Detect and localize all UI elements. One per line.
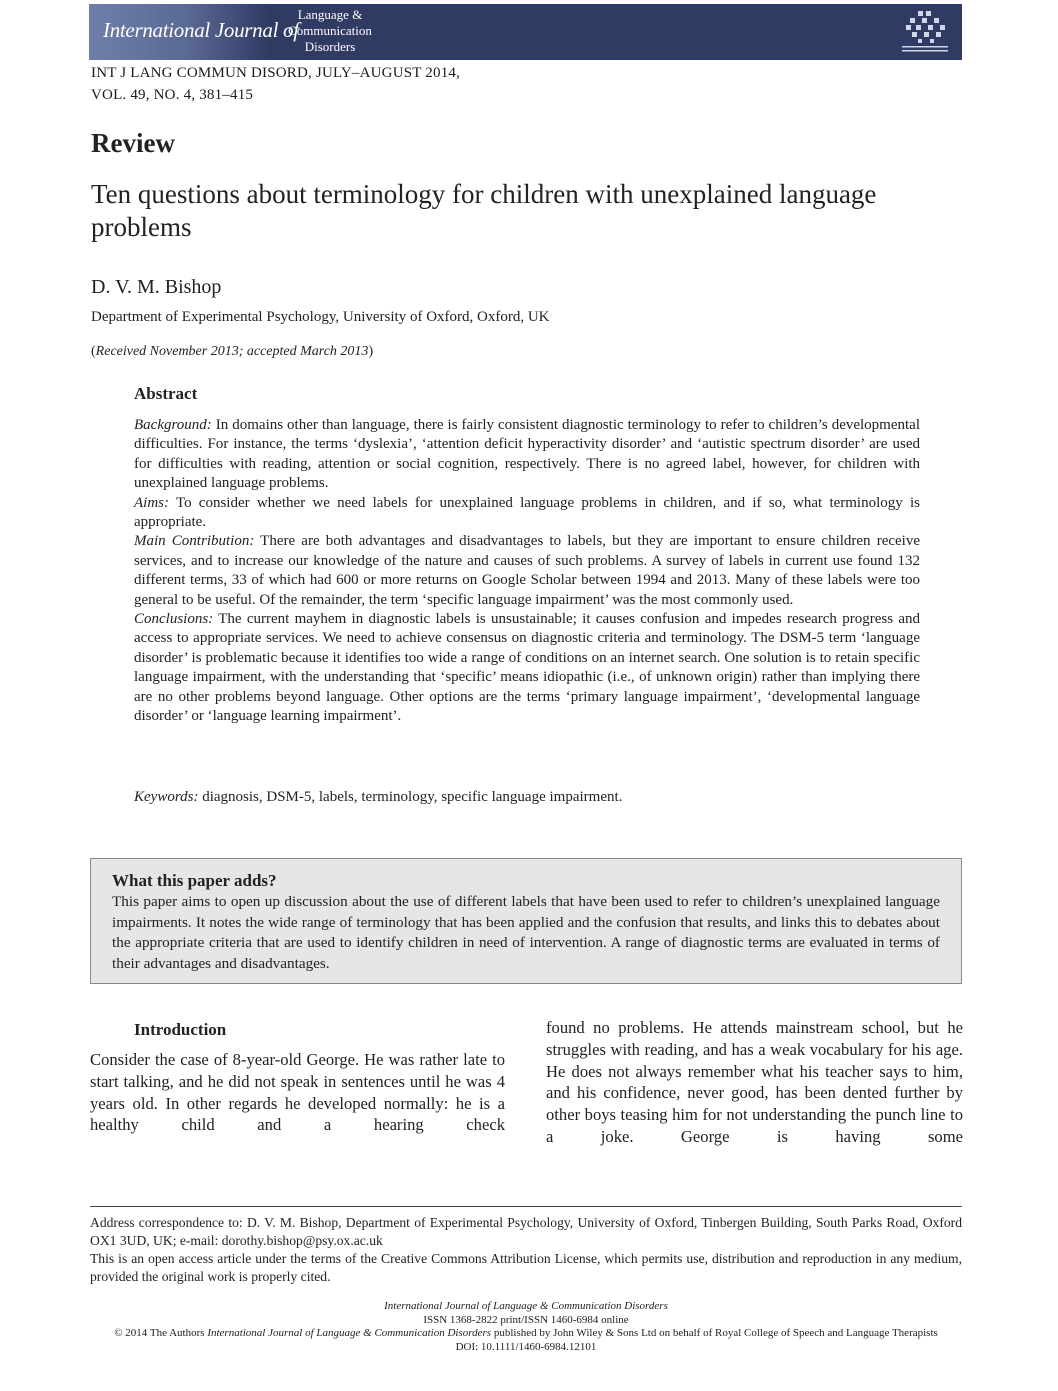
keywords-label: Keywords: <box>134 789 199 805</box>
received-dates <box>91 344 373 360</box>
abstract-text: The current mayhem in diagnostic labels is unsustainable; it causes confusion and impedes research progress and access to appropriate services. We need to achieve consensus on diagnostic criteria and terminology. The DSM-5 term ‘language disorder’ is problematic because it identifies too wide a range of conditions on an internet search. One solution is to retain specific language impairment, with the understanding that ‘specific’ means idiopathic (i.e., of unknown origin) rather than implying there are no other problems beyond language. Other options are the terms ‘primary language impairment’, ‘developmental language disorder’ or ‘language learning impairment’. <box>134 611 920 725</box>
article-title: Ten questions about terminology for children with unexplained language problems <box>91 179 877 242</box>
journal-name: International Journal of <box>103 18 299 42</box>
abstract-text: In domains other than language, there is fairly consistent diagnostic terminology to refer to children’s developmental difficulties. For instance, the terms ‘dyslexia’, ‘attention deficit hyperactivity disorder’ and ‘autistic spectrum disorder’ are used for difficulties with reading, attention or social cognition, respectively. There is no agreed label, however, for children with unexplained language problems. <box>134 417 920 492</box>
abstract-paragraph-main-contribution <box>134 532 920 610</box>
footer-copyright <box>90 1327 962 1341</box>
journal-subtitle-line: Communication <box>288 23 372 38</box>
journal-subtitle-line: Language & <box>297 7 363 22</box>
received-close-paren: ) <box>368 344 374 359</box>
abstract-label: Background: <box>134 417 212 433</box>
journal-subtitle <box>265 7 395 55</box>
what-this-paper-adds-box <box>90 858 962 984</box>
footnote-divider <box>90 1206 962 1207</box>
received-text: Received November 2013; accepted March 2013 <box>95 344 369 359</box>
footer-issn: ISSN 1368-2822 print/ISSN 1460-6984 online <box>423 1313 629 1326</box>
abstract-body <box>134 416 920 727</box>
adds-heading: What this paper adds? <box>112 871 277 890</box>
abstract-label: Main Contribution: <box>134 533 255 550</box>
footer-doi: DOI: 10.1111/1460-6984.12101 <box>455 1340 597 1353</box>
abstract-text: There are both advantages and disadvantages to labels, but they are important to ensure children receive services, and to increase our knowledge of the nature and causes of such problems. A survey of labels in current use found 132 different terms, 33 of which had 600 or more returns on Google Scholar between 1994 and 2013. Many of these labels were too general to be useful. Of the remainder, the term ‘specific language impairment’ was the most commonly used. <box>134 533 920 608</box>
citation-info <box>91 62 460 106</box>
license-note: This is an open access article under the terms of the Creative Commons Attribution License, which permits use, distribution and reproduction in any medium, provided the original work is properly cited. <box>90 1251 962 1284</box>
rcslt-logo-icon <box>896 8 954 54</box>
section-label: Review <box>91 128 175 158</box>
abstract-heading: Abstract <box>134 384 198 403</box>
intro-left-column: Consider the case of 8-year-old George. He was rather late to start talking, and he did not speak in sentences until he was 4 years old. In other regards he developed normally: he is a healthy child and a hearing check <box>90 1050 505 1135</box>
citation-line: VOL. 49, NO. 4, 381–415 <box>91 87 254 103</box>
introduction-heading: Introduction <box>134 1020 227 1039</box>
author-name: D. V. M. Bishop <box>91 276 222 298</box>
citation-line: INT J LANG COMMUN DISORD, JULY–AUGUST 2014, <box>91 65 461 81</box>
adds-text: This paper aims to open up discussion about the use of different labels that have been used to refer to children’s unexplained language impairments. It notes the wide range of terminology that has been applied and the confusion that results, and links this to debates about the appropriate criteria that are used to identify children in need of intervention. A range of diagnostic terms are evaluated in terms of their advantages and disadvantages. <box>112 893 940 972</box>
keywords-text: diagnosis, DSM-5, labels, terminology, specific language impairment. <box>198 789 623 805</box>
intro-right-column: found no problems. He attends mainstream school, but he struggles with reading, and has a weak vocabulary for his age. He does not always remember what his teacher says to him, and his confidence, never good, has been dented further by other boys teasing him for not understanding the punch line to a joke. George is having some <box>546 1018 963 1146</box>
abstract-text: To consider whether we need labels for unexplained language problems in children, and if so, what terminology is appropriate. <box>134 494 920 531</box>
copyright-suffix: published by John Wiley & Sons Ltd on behalf of Royal College of Speech and Language Therapists <box>491 1327 938 1339</box>
copyright-prefix: © 2014 The Authors <box>114 1327 208 1339</box>
keywords <box>134 789 622 806</box>
correspondence-note: Address correspondence to: D. V. M. Bishop, Department of Experimental Psychology, University of Oxford, Tinbergen Building, South Parks Road, Oxford OX1 3UD, UK; e-mail: dorothy.bishop@psy.ox.ac.uk <box>90 1215 962 1248</box>
abstract-label: Conclusions: <box>134 611 214 628</box>
abstract-label: Aims: <box>134 494 169 511</box>
abstract-paragraph-conclusions <box>134 610 920 726</box>
journal-subtitle-line: Disorders <box>304 39 356 54</box>
publication-footer <box>90 1300 962 1354</box>
journal-banner <box>89 4 962 60</box>
footer-journal-name: International Journal of Language & Communication Disorders <box>384 1300 668 1312</box>
received-open-paren: ( <box>91 344 96 359</box>
author-affiliation: Department of Experimental Psychology, University of Oxford, Oxford, UK <box>91 309 550 325</box>
abstract-paragraph-aims <box>134 494 920 533</box>
abstract-paragraph-background <box>134 416 920 494</box>
copyright-journal: International Journal of Language & Communication Disorders <box>207 1327 492 1339</box>
